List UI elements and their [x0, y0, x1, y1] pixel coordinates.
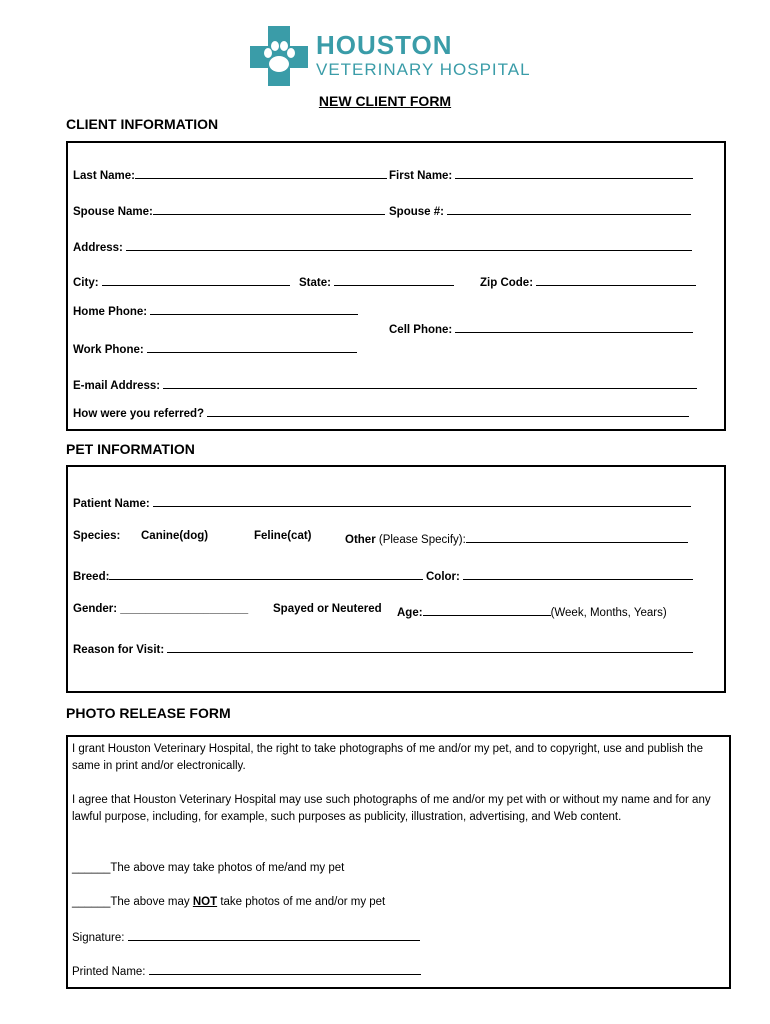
email-row: [73, 376, 697, 392]
spouse-name-field[interactable]: [153, 202, 385, 215]
photo-option-no-blank[interactable]: ______: [72, 896, 111, 908]
address-label: Address:: [73, 242, 123, 254]
reason-label: Reason for Visit:: [73, 644, 165, 656]
breed-label: Breed:: [73, 571, 110, 583]
spouse-name-label: Spouse Name:: [73, 206, 153, 218]
reason-row: [73, 640, 693, 656]
photo-release-para2: I agree that Houston Veterinary Hospital may use such photographs of me and/or my pet with or without my name and for any lawful purpose, including, for example, such purposes as publicity, illustration, advertising, and Web content.: [72, 794, 711, 823]
age-field[interactable]: [423, 603, 551, 616]
patient-name-field[interactable]: [153, 494, 691, 507]
gender-field[interactable]: Gender: ____________________: [73, 603, 249, 615]
signature-field[interactable]: [128, 928, 420, 941]
photo-option-no[interactable]: [72, 894, 385, 911]
photo-section-title: PHOTO RELEASE FORM: [66, 705, 231, 721]
referred-field[interactable]: [207, 404, 689, 417]
breed-field[interactable]: [109, 567, 423, 580]
reason-field[interactable]: [167, 640, 693, 653]
photo-option-no-text-post: take photos of me and/or my pet: [217, 896, 386, 908]
spouse-num-field[interactable]: [447, 202, 691, 215]
zip-row: [480, 273, 696, 289]
species-other-field[interactable]: [466, 530, 688, 543]
work-phone-label: Work Phone:: [73, 344, 144, 356]
printed-name-row: [72, 962, 421, 981]
pet-section-title: PET INFORMATION: [66, 441, 195, 457]
city-label: City:: [73, 277, 99, 289]
zip-label: Zip Code:: [480, 277, 534, 289]
last-name-field[interactable]: [135, 166, 387, 179]
printed-name-field[interactable]: [149, 962, 421, 975]
first-name-field[interactable]: [455, 166, 693, 179]
paw-cross-icon: [248, 24, 310, 88]
spayed-neutered-label: Spayed or Neutered: [273, 603, 382, 615]
photo-option-yes-blank[interactable]: ______: [72, 862, 111, 874]
color-field[interactable]: [463, 567, 693, 580]
signature-label: Signature:: [72, 932, 125, 944]
hospital-logo: [248, 24, 531, 90]
patient-name-label: Patient Name:: [73, 498, 150, 510]
home-phone-label: Home Phone:: [73, 306, 148, 318]
client-section-title: CLIENT INFORMATION: [66, 116, 219, 132]
email-field[interactable]: [163, 376, 697, 389]
photo-option-no-text-pre: The above may: [110, 896, 193, 908]
species-canine-option[interactable]: Canine(dog): [141, 530, 209, 542]
last-name-row: [73, 166, 387, 182]
state-field[interactable]: [334, 273, 454, 286]
cell-phone-field[interactable]: [455, 320, 693, 333]
species-label: Species:: [73, 530, 121, 542]
color-row: [426, 567, 693, 583]
spouse-name-row: [73, 202, 385, 218]
photo-release-para1: I grant Houston Veterinary Hospital, the right to take photographs of me and/or my pet, and to copyright, use and publish the same in print and/or electronically.: [72, 743, 703, 772]
spouse-num-label: Spouse #:: [389, 206, 444, 218]
city-row: [73, 273, 290, 289]
home-phone-row: [73, 302, 358, 318]
photo-option-yes[interactable]: [72, 860, 344, 877]
work-phone-row: [73, 340, 357, 356]
age-label: Age:: [397, 607, 423, 619]
patient-name-row: [73, 494, 691, 510]
species-other-row: [345, 530, 688, 546]
color-label: Color:: [426, 571, 460, 583]
breed-row: [73, 567, 423, 583]
spouse-num-row: [389, 202, 691, 218]
last-name-label: Last Name:: [73, 170, 135, 182]
city-field[interactable]: [102, 273, 290, 286]
referred-row: [73, 404, 689, 420]
address-field[interactable]: [126, 238, 692, 251]
first-name-row: [389, 166, 693, 182]
photo-option-yes-text: The above may take photos of me/and my pet: [110, 862, 345, 874]
zip-field[interactable]: [536, 273, 696, 286]
species-other-option[interactable]: Other: [345, 534, 376, 546]
age-units: (Week, Months, Years): [550, 607, 667, 619]
photo-option-no-not: NOT: [192, 896, 218, 908]
form-title: NEW CLIENT FORM: [318, 93, 452, 109]
signature-row: [72, 928, 420, 947]
referred-label: How were you referred?: [73, 408, 205, 420]
species-feline-option[interactable]: Feline(cat): [254, 530, 312, 542]
first-name-label: First Name:: [389, 170, 453, 182]
cell-phone-label: Cell Phone:: [389, 324, 453, 336]
work-phone-field[interactable]: [147, 340, 357, 353]
age-row: [397, 603, 667, 619]
state-label: State:: [299, 277, 331, 289]
species-other-note: (Please Specify):: [378, 534, 466, 546]
logo-name-line2: VETERINARY HOSPITAL: [316, 60, 531, 79]
cell-phone-row: [389, 320, 693, 336]
address-row: [73, 238, 692, 254]
email-label: E-mail Address:: [73, 380, 161, 392]
home-phone-field[interactable]: [150, 302, 358, 315]
logo-name-line1: HOUSTON: [316, 30, 453, 60]
state-row: [299, 273, 454, 289]
printed-name-label: Printed Name:: [72, 966, 146, 978]
